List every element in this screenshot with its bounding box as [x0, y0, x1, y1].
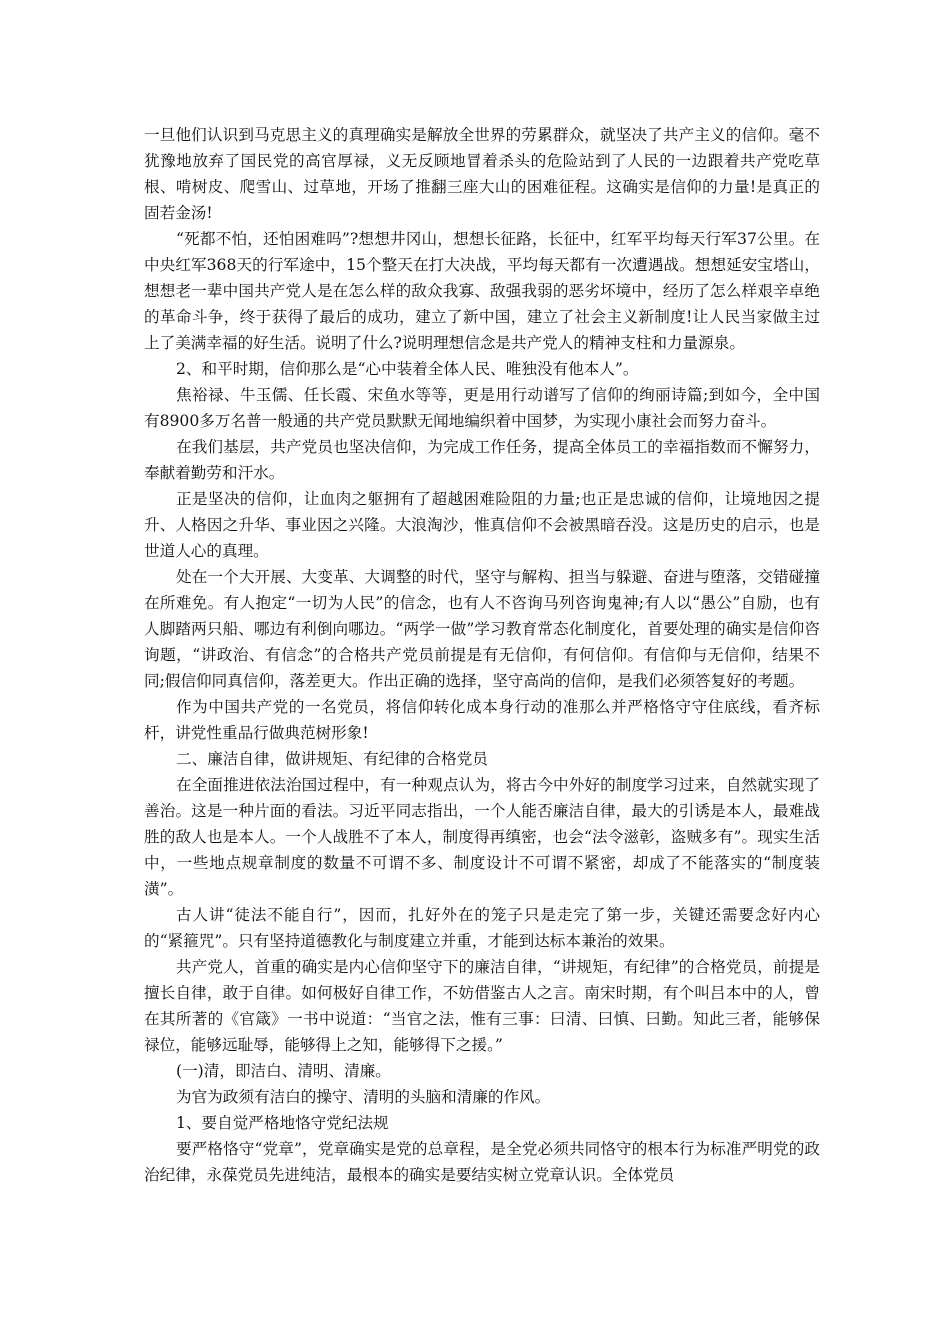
paragraph: “死都不怕，还怕困难吗”?想想井冈山，想想长征路，长征中，红军平均每天行军37公里。在中央红军368天的行军途中，15个整天在打大决战，平均每天都有一次遭遇战。想想延安宝塔山，想想老一辈中国共产党人是在怎么样的敌众我寡、敌强我弱的恶劣坏境中，经历了怎么样艰辛卓绝的革命斗争，终于获得了最后的成功，建立了新中国，建立了社会主义新制度!让人民当家做主过上了美满幸福的好生活。说明了什么?说明理想信念是共产党人的精神支柱和力量源泉。: [144, 230, 820, 352]
section-heading: 二、廉洁自律，做讲规矩、有纪律的合格党员: [176, 750, 488, 768]
paragraph: 焦裕禄、牛玉儒、任长霞、宋鱼水等等，更是用行动谱写了信仰的绚丽诗篇;到如今，全中国有8900多万名普一般通的共产党员默默无闻地编织着中国梦，为实现小康社会而努力奋斗。: [144, 386, 820, 430]
paragraph: 共产党人，首重的确实是内心信仰坚守下的廉洁自律，“讲规矩，有纪律”的合格党员，前提是擅长自律，敢于自律。如何极好自律工作，不妨借鉴古人之言。南宋时期，有个叫吕本中的人，曾在其所著的《官箴》一书中说道：“当官之法，惟有三事：曰清、曰慎、曰勤。知此三者，能够保禄位，能够远耻辱，能够得上之知，能够得下之援。”: [144, 958, 820, 1054]
paragraph: 2、和平时期，信仰那么是“心中装着全体人民、唯独没有他本人”。: [176, 360, 639, 378]
document-body: [144, 122, 820, 1188]
paragraph: 要严格恪守“党章”，党章确实是党的总章程，是全党必须共同恪守的根本行为标准严明党的政治纪律，永葆党员先进纯洁，最根本的确实是要结实树立党章认识。全体党员: [144, 1140, 820, 1184]
paragraph: 古人讲“徒法不能自行”，因而，扎好外在的笼子只是走完了第一步，关键还需要念好内心的“紧箍咒”。只有坚持道德教化与制度建立并重，才能到达标本兼治的效果。: [144, 906, 820, 950]
paragraph: 正是坚决的信仰，让血肉之躯拥有了超越困难险阻的力量;也正是忠诚的信仰，让境地因之提升、人格因之升华、事业因之兴隆。大浪淘沙，惟真信仰不会被黑暗吞没。这是历史的启示，也是世道人心的真理。: [144, 490, 820, 560]
subsection-heading: (一)清，即洁白、清明、清廉。: [176, 1062, 391, 1080]
paragraph: 在我们基层，共产党员也坚决信仰，为完成工作任务，提高全体员工的幸福指数而不懈努力，奉献着勤劳和汗水。: [144, 438, 820, 482]
paragraph: 作为中国共产党的一名党员，将信仰转化成本身行动的准那么并严格恪守守住底线，看齐标杆，讲党性重品行做典范树形象!: [144, 698, 820, 742]
paragraph: 处在一个大开展、大变革、大调整的时代，坚守与解构、担当与躲避、奋进与堕落，交错碰撞在所难免。有人抱定“一切为人民”的信念，也有人不咨询马列咨询鬼神;有人以“愚公”自励，也有人脚踏两只船、哪边有利倒向哪边。“两学一做”学习教育常态化制度化，首要处理的确实是信仰咨询题，“讲政治、有信念”的合格共产党员前提是有无信仰，有何信仰。有信仰与无信仰，结果不同;假信仰同真信仰，落差更大。作出正确的选择，坚守高尚的信仰，是我们必须答复好的考题。: [144, 568, 820, 690]
paragraph: 为官为政须有洁白的操守、清明的头脑和清廉的作风。: [176, 1088, 551, 1106]
paragraph: 在全面推进依法治国过程中，有一种观点认为，将古今中外好的制度学习过来，自然就实现了善治。这是一种片面的看法。习近平同志指出，一个人能否廉洁自律，最大的引诱是本人，最难战胜的敌人也是本人。一个人战胜不了本人，制度得再缜密，也会“法令滋彰，盗贼多有”。现实生活中，一些地点规章制度的数量不可谓不多、制度设计不可谓不紧密，却成了不能落实的“制度装潢”。: [144, 776, 820, 898]
paragraph: 一旦他们认识到马克思主义的真理确实是解放全世界的劳累群众，就坚决了共产主义的信仰。毫不犹豫地放弃了国民党的高官厚禄，义无反顾地冒着杀头的危险站到了人民的一边跟着共产党吃草根、啃树皮、爬雪山、过草地，开场了推翻三座大山的困难征程。这确实是信仰的力量!是真正的固若金汤!: [144, 126, 820, 222]
subsection-heading: 1、要自觉严格地恪守党纪法规: [176, 1114, 389, 1132]
